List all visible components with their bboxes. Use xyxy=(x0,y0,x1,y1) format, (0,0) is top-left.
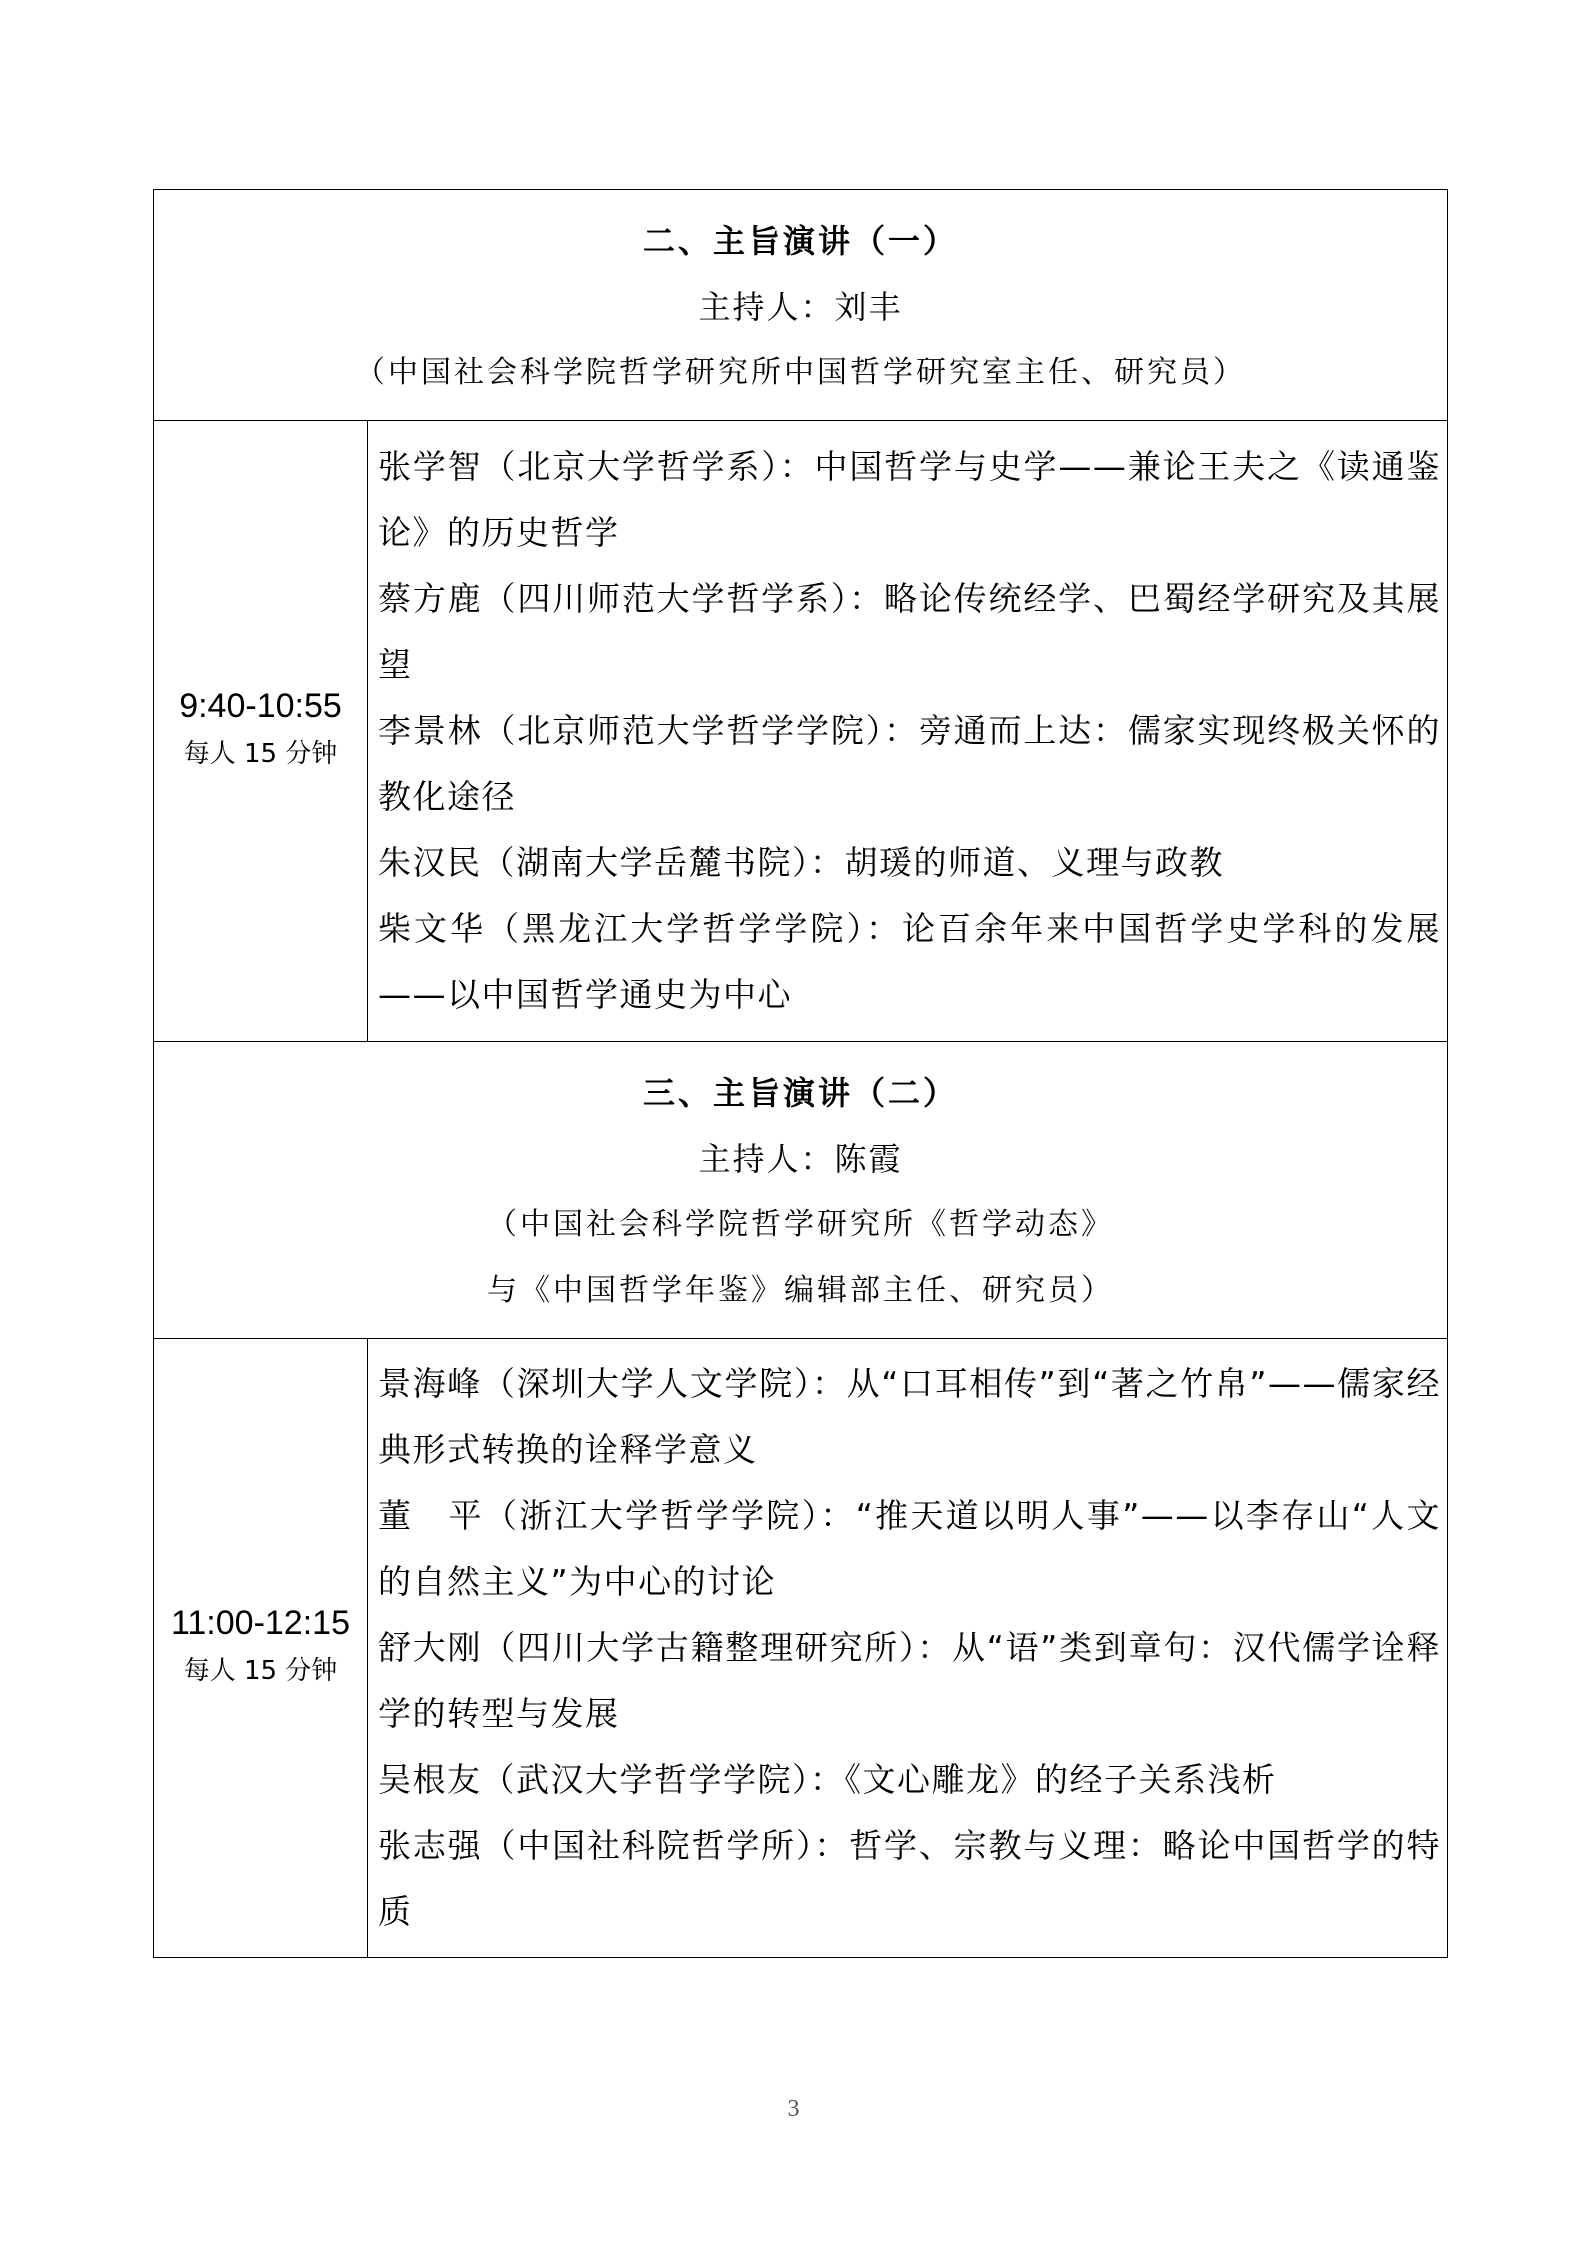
section-header-row xyxy=(154,1042,1448,1339)
talk-item: 蔡方鹿（四川师范大学哲学系）：略论传统经学、巴蜀经学研究及其展望 xyxy=(378,579,1441,684)
time-cell xyxy=(154,421,368,1042)
host-affiliation: 与《中国哲学年鉴》编辑部主任、研究员） xyxy=(487,1273,1114,1308)
talk-item: 景海峰（深圳大学人文学院）：从“口耳相传”到“著之竹帛”——儒家经典形式转换的诠释学意义 xyxy=(378,1364,1441,1469)
session-row xyxy=(154,421,1448,1042)
section-header xyxy=(154,190,1448,421)
section-title: 二、主旨演讲（一） xyxy=(642,222,958,260)
talk-item: 舒大刚（四川大学古籍整理研究所）：从“语”类到章句：汉代儒学诠释学的转型与发展 xyxy=(378,1628,1441,1733)
session-time: 11:00-12:15 xyxy=(171,1604,350,1642)
section-header xyxy=(154,1042,1448,1339)
talk-item: 李景林（北京师范大学哲学学院）：旁通而上达：儒家实现终极关怀的教化途径 xyxy=(378,711,1441,816)
time-per-person: 每人 15 分钟 xyxy=(183,739,338,769)
talk-item: 董 平（浙江大学哲学学院）：“推天道以明人事”——以李存山“人文的自然主义”为中心的讨论 xyxy=(378,1496,1441,1601)
talk-item: 张学智（北京大学哲学系）：中国哲学与史学——兼论王夫之《读通鉴论》的历史哲学 xyxy=(378,447,1441,552)
talk-item: 吴根友（武汉大学哲学学院）：《文心雕龙》的经子关系浅析 xyxy=(378,1760,1277,1799)
host-affiliation: （中国社会科学院哲学研究所中国哲学研究室主任、研究员） xyxy=(355,355,1246,390)
section-header-row xyxy=(154,190,1448,421)
talk-item: 张志强（中国社科院哲学所）：哲学、宗教与义理：略论中国哲学的特质 xyxy=(378,1826,1441,1931)
host-name: 主持人：刘丰 xyxy=(698,288,903,326)
host-name: 主持人：陈霞 xyxy=(698,1140,903,1178)
time-per-person: 每人 15 分钟 xyxy=(183,1656,338,1686)
session-time: 9:40-10:55 xyxy=(179,687,342,725)
talk-item: 朱汉民（湖南大学岳麓书院）：胡瑗的师道、义理与政教 xyxy=(378,843,1224,882)
host-affiliation: （中国社会科学院哲学研究所《哲学动态》 xyxy=(487,1207,1114,1242)
time-cell xyxy=(154,1339,368,1958)
talk-list xyxy=(368,1339,1448,1958)
talk-list xyxy=(368,421,1448,1042)
page-number: 3 xyxy=(787,2096,800,2122)
session-row xyxy=(154,1339,1448,1958)
program-table xyxy=(153,189,1448,1958)
talk-item: 柴文华（黑龙江大学哲学学院）：论百余年来中国哲学史学科的发展——以中国哲学通史为中心 xyxy=(378,909,1441,1014)
section-title: 三、主旨演讲（二） xyxy=(642,1074,958,1112)
